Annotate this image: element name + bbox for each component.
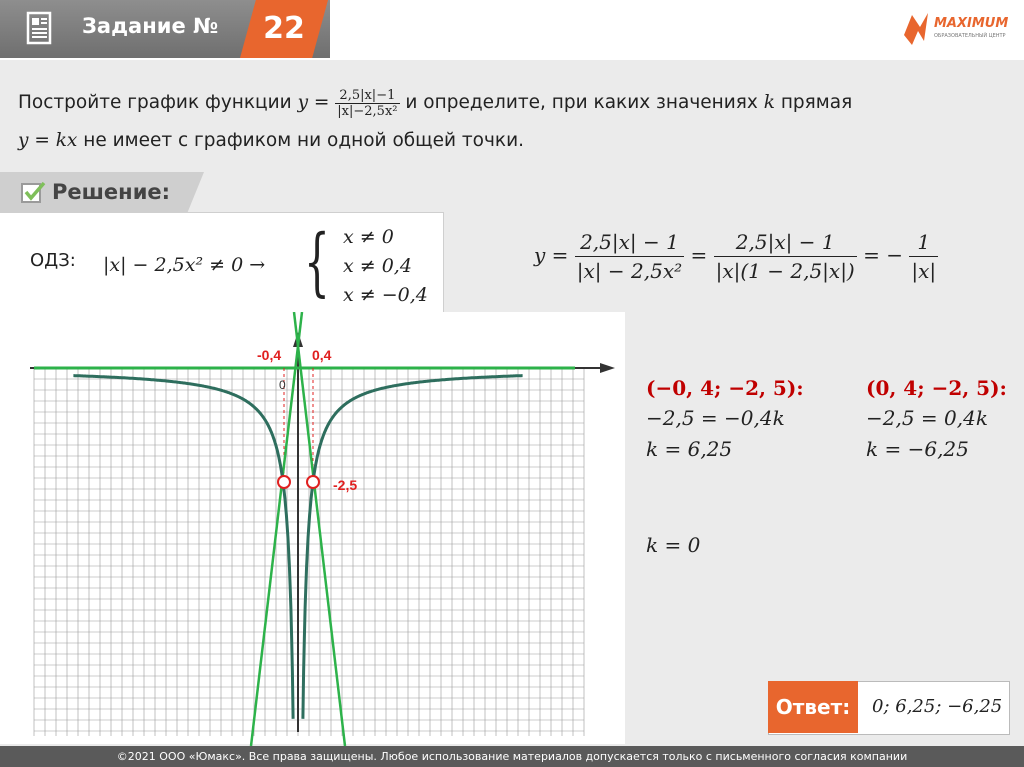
x-axis-arrow-icon <box>600 363 615 373</box>
solution-title: Решение: <box>52 180 171 204</box>
checkbox-checked-icon <box>20 180 46 206</box>
logo-subtext: ОБРАЗОВАТЕЛЬНЫЙ ЦЕНТР <box>934 33 1006 39</box>
label-pos04: 0,4 <box>312 347 332 363</box>
func-numerator: 2,5|x|−1 <box>335 88 399 104</box>
answer-label: Ответ: <box>768 681 858 733</box>
logo-text: MAXIMUM <box>934 16 1009 31</box>
chain-fraction-1 <box>575 228 684 285</box>
odz-label: ОДЗ: <box>30 250 76 271</box>
chain-f3-den: |x| <box>911 259 937 283</box>
point-right-eq: −2,5 = 0,4k <box>866 406 988 430</box>
point-left-eq: −2,5 = −0,4k <box>646 406 785 430</box>
odz-expression: |x| − 2,5x² ≠ 0 → <box>103 254 266 276</box>
document-icon <box>22 10 58 46</box>
chain-f2-den: |x|(1 − 2,5|x|) <box>715 259 855 283</box>
line-k-pos625 <box>251 312 302 746</box>
func-fraction <box>335 88 399 119</box>
task-number: 22 <box>263 11 305 46</box>
chain-eq-1: = <box>690 243 708 267</box>
func-y: y = <box>297 92 330 113</box>
chain-lhs: y = <box>534 243 569 267</box>
function-graph <box>0 312 625 746</box>
problem-text-2: и определите, при каких значениях <box>405 92 764 113</box>
problem-line-1 <box>18 84 1008 122</box>
footer-copyright: ©2021 ООО «Юмакс». Все права защищены. Любое использование материалов допускается только с письменного согласия компании <box>0 746 1024 767</box>
chain-fraction-3 <box>909 228 938 285</box>
chain-f2-num: 2,5|x| − 1 <box>714 228 857 257</box>
system-brace: { <box>304 219 330 305</box>
answer-value: 0; 6,25; −6,25 <box>872 696 1003 717</box>
problem-text-3: прямая <box>780 92 853 113</box>
simplification-chain <box>534 228 938 285</box>
hole-pos04 <box>307 476 319 488</box>
problem-statement <box>18 84 1008 160</box>
odz-case-3: x ≠ −0,4 <box>343 284 428 306</box>
problem-text-1: Постройте график функции <box>18 92 298 113</box>
k-zero: k = 0 <box>646 533 701 557</box>
line-equation: y = kx <box>18 130 78 151</box>
task-title: Задание № <box>82 14 219 38</box>
point-right-res: k = −6,25 <box>866 437 969 461</box>
chain-f1-num: 2,5|x| − 1 <box>575 228 684 257</box>
label-neg04: -0,4 <box>257 347 282 363</box>
maximum-logo-icon <box>900 5 1018 53</box>
point-left-res: k = 6,25 <box>646 437 733 461</box>
odz-case-1: x ≠ 0 <box>343 226 394 248</box>
odz-case-2: x ≠ 0,4 <box>343 255 412 277</box>
graph-grid <box>34 368 584 736</box>
func-denominator: |x|−2,5x² <box>337 103 398 119</box>
problem-line-2 <box>18 122 1008 160</box>
problem-k: k <box>763 92 775 113</box>
label-neg25: -2,5 <box>333 477 358 493</box>
chain-f1-den: |x| − 2,5x² <box>576 259 683 283</box>
label-zero: 0 <box>279 378 286 392</box>
chain-eq-2: = − <box>863 243 903 267</box>
problem-text-4: не имеет с графиком ни одной общей точки. <box>83 130 524 151</box>
chain-f3-num: 1 <box>909 228 938 257</box>
line-k-neg625 <box>294 312 345 746</box>
point-left-head: (−0, 4; −2, 5): <box>646 376 804 400</box>
point-right-head: (0, 4; −2, 5): <box>866 376 1007 400</box>
hole-neg04 <box>278 476 290 488</box>
chain-fraction-2 <box>714 228 857 285</box>
